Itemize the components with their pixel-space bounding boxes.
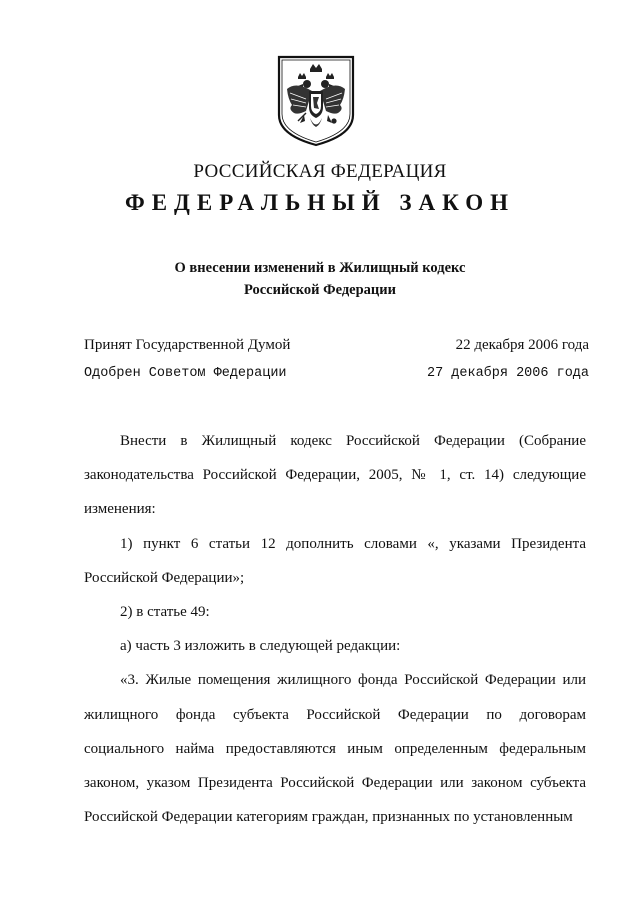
body-paragraph: «3. Жилые помещения жилищного фонда Российской Федерации или жилищного фонда субъекта Российской Федерации по договорам социального найма предоставляются иным определенным федеральным законом, указом Президента Российской Федерации или законом субъекта Российской Федерации категориям граждан, признанных по установленным	[84, 672, 586, 826]
subject-line-1: О внесении изменений в Жилищный кодекс	[174, 260, 466, 276]
subject-line-2: Российской Федерации	[243, 282, 396, 298]
council-approval-date: 27 декабря 2006 года	[426, 366, 589, 381]
coat-of-arms-icon	[276, 55, 356, 147]
country-heading: РОССИЙСКАЯ ФЕДЕРАЦИЯ	[193, 161, 447, 182]
document-type-heading: ФЕДЕРАЛЬНЫЙ ЗАКОН	[124, 190, 516, 215]
body-paragraph: 2) в статье 49:	[120, 604, 210, 621]
body-paragraph: 1) пункт 6 статьи 12 дополнить словами «, указами Президента Российской Федерации»;	[84, 535, 586, 586]
law-body	[84, 424, 586, 834]
body-paragraph: а) часть 3 изложить в следующей редакции:	[120, 638, 401, 655]
duma-adoption-date: 22 декабря 2006 года	[455, 337, 589, 353]
body-paragraph: Внести в Жилищный кодекс Российской Федерации (Собрание законодательства Российской Федерации, 2005, № 1, ст. 14) следующие изменения:	[84, 433, 586, 518]
duma-adoption-label: Принят Государственной Думой	[84, 337, 291, 353]
council-approval-label: Одобрен Советом Федерации	[84, 366, 287, 381]
law-subject-title	[0, 257, 640, 301]
